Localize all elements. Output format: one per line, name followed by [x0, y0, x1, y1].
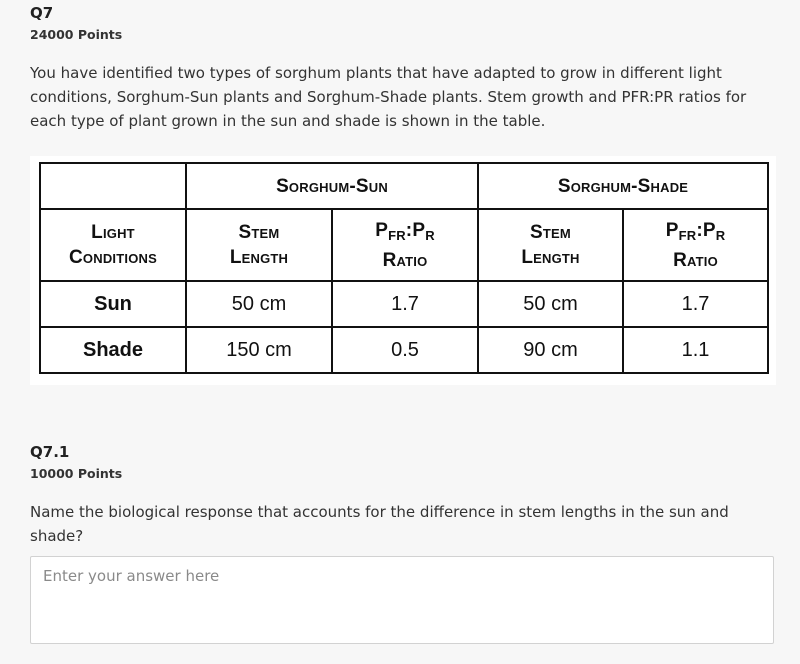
table-cell: 90 cm	[478, 327, 623, 373]
question-prompt: You have identified two types of sorghum plants that have adapted to grow in different light conditions, Sorghum-Sun plants and Sorghum-Shade plants. Stem growth and PFR:PR ratios for each type of plant grown in the sun and shade is shown in the table.	[30, 64, 747, 130]
table-cell: 150 cm	[186, 327, 332, 373]
question-points: 24000 Points	[30, 27, 123, 42]
subquestion-points: 10000 Points	[30, 466, 123, 481]
ratio-symbol: P	[375, 219, 389, 241]
table-cell: 1.1	[623, 327, 768, 373]
column-header-light-conditions	[40, 209, 186, 281]
table-cell: 1.7	[332, 281, 478, 327]
column-header-line: Ratio	[382, 249, 428, 271]
ratio-subscript: R	[425, 227, 435, 243]
ratio-subscript: R	[715, 227, 726, 243]
column-header-ratio-sun	[332, 209, 478, 281]
column-header-line: Stem	[238, 222, 280, 243]
table-corner-cell	[40, 163, 186, 209]
table-cell: 50 cm	[478, 281, 623, 327]
table-row	[40, 327, 768, 373]
answer-input[interactable]	[31, 557, 773, 643]
row-label: Sun	[40, 281, 186, 327]
group-header-sorghum-sun: Sorghum-Sun	[186, 163, 478, 209]
column-header-ratio-shade	[623, 209, 768, 281]
ratio-symbol: :P	[696, 219, 716, 241]
ratio-subscript: FR	[678, 227, 697, 243]
answer-box[interactable]	[30, 556, 774, 644]
row-label: Shade	[40, 327, 186, 373]
table-cell: 1.7	[623, 281, 768, 327]
subquestion-title: Q7.1	[30, 443, 70, 461]
column-header-line	[624, 218, 767, 248]
ratio-symbol: :P	[405, 219, 426, 241]
data-table-image	[30, 156, 776, 385]
table-cell: 50 cm	[186, 281, 332, 327]
column-header-line: Light	[91, 222, 135, 243]
table-group-header-row	[40, 163, 768, 209]
table-cell: 0.5	[332, 327, 478, 373]
column-header-line: Length	[521, 247, 580, 268]
group-header-sorghum-shade: Sorghum-Shade	[478, 163, 768, 209]
subquestion-prompt: Name the biological response that accounts for the difference in stem lengths in the sun and shade?	[30, 503, 729, 545]
ratio-symbol: P	[665, 219, 679, 241]
column-header-line: Conditions	[69, 247, 157, 268]
column-header-line	[333, 218, 477, 248]
table-column-header-row	[40, 209, 768, 281]
column-header-line: Ratio	[673, 249, 718, 271]
column-header-stem-length-sun	[186, 209, 332, 281]
column-header-line: Stem	[530, 222, 571, 243]
question-title: Q7	[30, 4, 54, 22]
column-header-stem-length-shade	[478, 209, 623, 281]
table-row	[40, 281, 768, 327]
column-header-line: Length	[229, 247, 289, 268]
data-table	[39, 162, 769, 374]
ratio-subscript: FR	[388, 227, 406, 243]
